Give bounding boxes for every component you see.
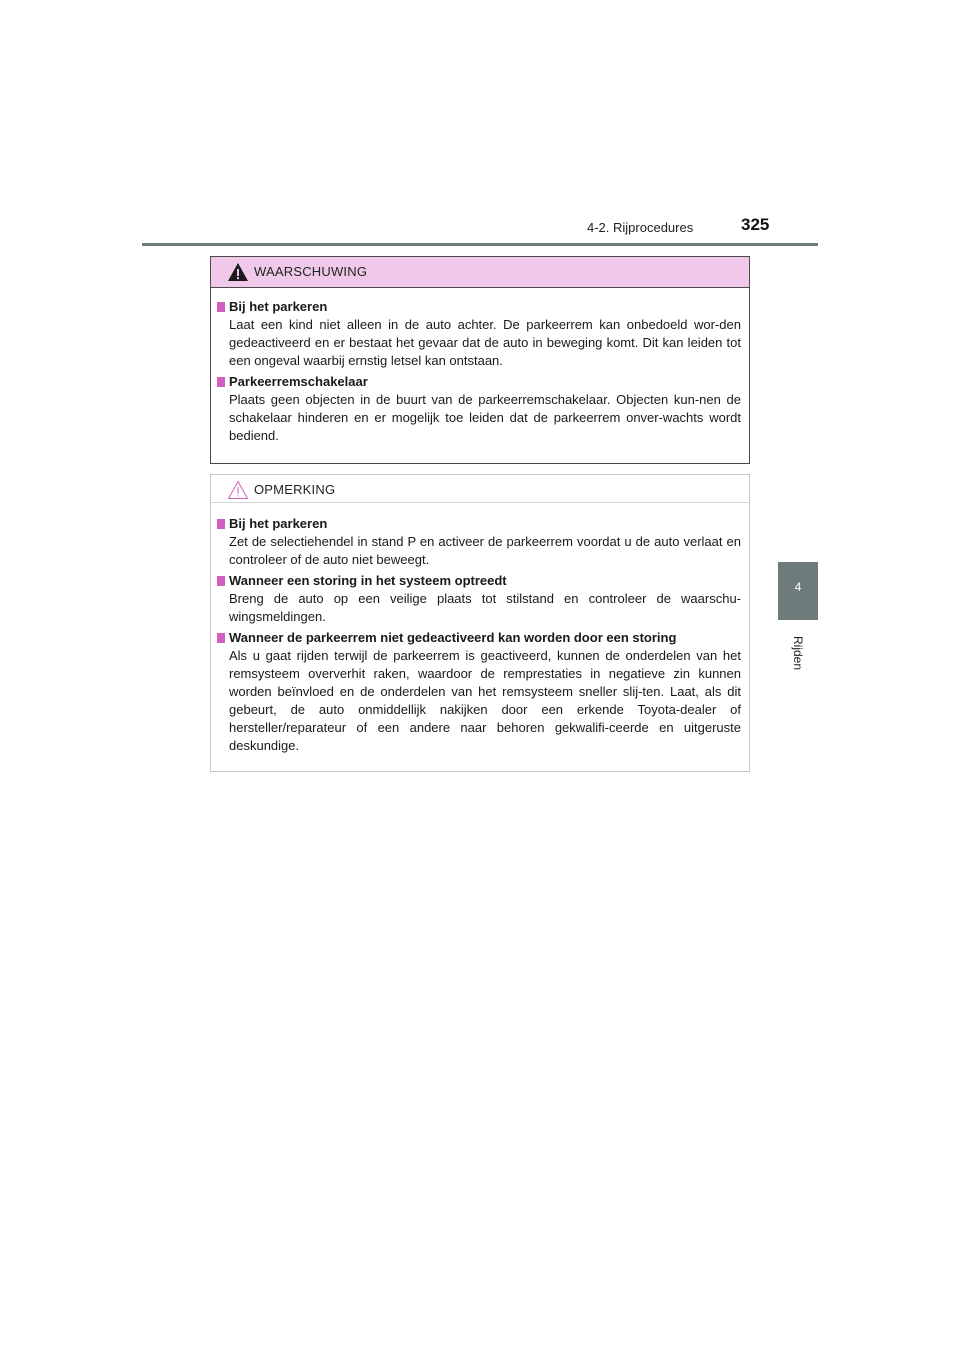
warning-item-heading [217, 298, 741, 316]
caution-item-heading [217, 515, 741, 533]
caution-item [217, 629, 741, 755]
warning-item-title: Parkeerremschakelaar [229, 374, 368, 389]
caution-item [217, 515, 741, 569]
square-bullet-icon [217, 377, 225, 387]
caution-title: OPMERKING [254, 482, 336, 497]
chapter-label: Rijden [791, 635, 805, 671]
warning-header [211, 257, 749, 288]
page-number: 325 [741, 215, 770, 234]
caution-item [217, 572, 741, 626]
warning-title: WAARSCHUWING [254, 264, 368, 279]
square-bullet-icon [217, 519, 225, 529]
caution-item-heading [217, 629, 741, 647]
warning-item [217, 373, 741, 445]
caution-item-title: Wanneer de parkeerrem niet gedeactiveerd kan worden door een storing [229, 630, 677, 645]
warning-item-text: Laat een kind niet alleen in de auto achter. De parkeerrem kan onbedoeld wor-den gedeactiveerd en er bestaat het gevaar dat de auto in beweging komt. Dit kan leiden tot een ongeval waarbij ernstig letsel kan ontstaan. [229, 317, 741, 368]
caution-header [211, 475, 749, 503]
header-divider [142, 243, 818, 246]
square-bullet-icon [217, 633, 225, 643]
caution-item-text: Zet de selectiehendel in stand P en activeer de parkeerrem voordat u de auto verlaat en controleer of de auto niet beweegt. [229, 534, 741, 567]
warning-item-text: Plaats geen objecten in de buurt van de parkeerremschakelaar. Objecten kun-nen de schakelaar hinderen en er mogelijk toe leiden dat de parkeerrem onver-wachts wordt bediend. [229, 392, 741, 443]
section-title: 4-2. Rijprocedures [587, 220, 694, 235]
caution-item-title: Wanneer een storing in het systeem optreedt [229, 573, 507, 588]
caution-body [211, 503, 749, 755]
warning-item [217, 298, 741, 370]
square-bullet-icon [217, 576, 225, 586]
caution-item-heading [217, 572, 741, 590]
warning-triangle-icon [227, 262, 249, 282]
warning-box [210, 256, 750, 464]
warning-item-title: Bij het parkeren [229, 299, 328, 314]
caution-item-text: Als u gaat rijden terwijl de parkeerrem is geactiveerd, kunnen de onderdelen van het remsysteem oververhit raken, waardoor de remprestaties in negatieve zin kunnen worden beïnvloed en de onderdelen van het remsysteem sneller slij-ten. Laat, als dit gebeurt, de auto onmiddellijk nakijken door een erkende Toyota-dealer of hersteller/reparateur of een andere naar behoren gekwalifi-ceerde en uitgeruste deskundige. [229, 648, 741, 753]
caution-item-text: Breng de auto op een veilige plaats tot stilstand en controleer de waarschu-wingsmeldingen. [229, 591, 741, 624]
chapter-number: 4 [794, 580, 802, 594]
warning-body [211, 288, 749, 445]
caution-box [210, 474, 750, 772]
warning-item-heading [217, 373, 741, 391]
square-bullet-icon [217, 302, 225, 312]
caution-item-title: Bij het parkeren [229, 516, 328, 531]
caution-triangle-icon [227, 480, 249, 500]
chapter-tab [778, 562, 818, 620]
